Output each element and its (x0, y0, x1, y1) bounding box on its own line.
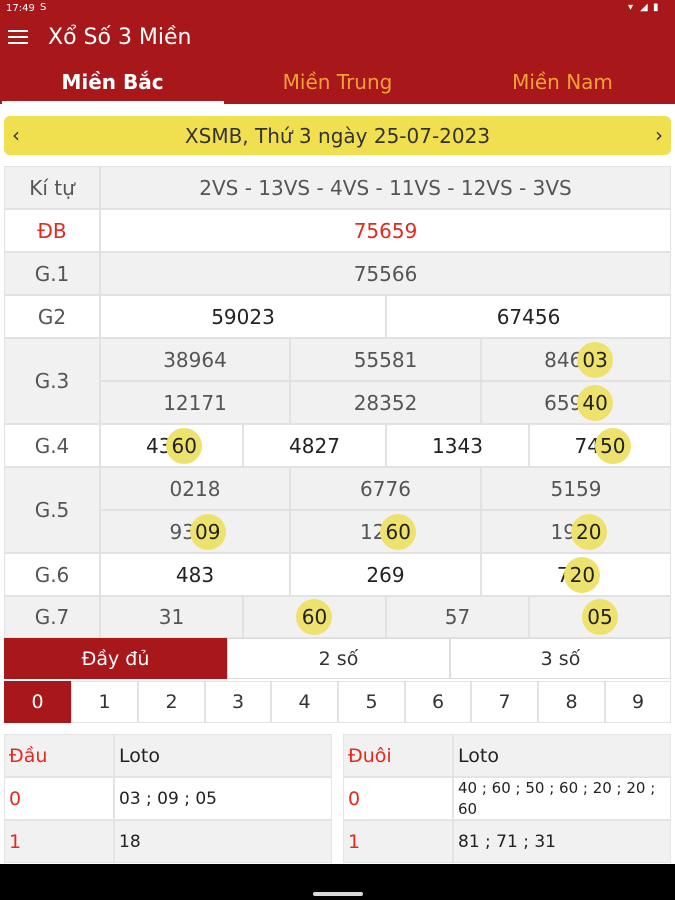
number-prefix: 28352 (353, 390, 418, 415)
digit-button-9[interactable]: 9 (605, 681, 671, 723)
loto-highlight: 09 (195, 519, 221, 544)
number-prefix: 0218 (169, 476, 221, 501)
g3-value (290, 381, 481, 424)
db-value: 75659 (100, 209, 671, 252)
number-prefix: 31 (158, 605, 185, 629)
loto-highlight: 60 (171, 433, 197, 458)
loto-highlight: 60 (385, 519, 411, 544)
number-prefix: 74 (574, 433, 600, 458)
row-label-g5: G.5 (4, 467, 100, 553)
number-prefix: 38964 (163, 347, 227, 372)
g5-value (100, 510, 290, 553)
tab-indicator (2, 101, 224, 105)
number-prefix: 7 (556, 562, 570, 587)
table-cell: 1 (4, 820, 114, 863)
number-prefix: 19 (550, 519, 576, 544)
g4-value (386, 424, 529, 467)
number-prefix: 12171 (163, 390, 227, 415)
g5-value (481, 467, 671, 510)
row-label-db: ĐB (4, 209, 100, 252)
status-time: 17:49 (6, 3, 35, 14)
g7-value (100, 596, 243, 638)
digit-button-1[interactable]: 1 (71, 681, 138, 723)
loto-highlight: 20 (569, 562, 596, 587)
app-header (0, 0, 675, 104)
mode-3-digits-button[interactable]: 3 số (450, 638, 671, 679)
loto-highlight: 50 (600, 433, 626, 458)
row-label-ki-tu: Kí tự (4, 166, 100, 209)
loto-highlight: 05 (587, 605, 613, 629)
signal-icon: ◢ (640, 2, 648, 13)
table-cell: 0 (343, 777, 453, 820)
row-label-g7: G.7 (4, 596, 100, 638)
row-label-g3: G.3 (4, 338, 100, 424)
g3-value (481, 338, 671, 381)
table-cell: 0 (4, 777, 114, 820)
g7-value (386, 596, 529, 638)
g2-value: 67456 (386, 295, 671, 338)
table-header: Đầu (4, 734, 114, 777)
number-prefix: 5159 (550, 476, 602, 501)
loto-highlight: 60 (301, 605, 328, 629)
g6-value (100, 553, 290, 596)
g5-value (481, 510, 671, 553)
g4-value (100, 424, 243, 467)
tab-mien-nam[interactable]: Miền Nam (512, 70, 613, 94)
g3-value (290, 338, 481, 381)
digit-button-5[interactable]: 5 (338, 681, 405, 723)
app-title: Xổ Số 3 Miền (48, 25, 192, 50)
digit-button-2[interactable]: 2 (138, 681, 205, 723)
loto-highlight: 20 (576, 519, 602, 544)
g7-value (529, 596, 671, 638)
ki-tu-value: 2VS - 13VS - 4VS - 11VS - 12VS - 3VS (100, 166, 671, 209)
table-header: Loto (114, 734, 332, 777)
table-header: Loto (453, 734, 671, 777)
date-navigator (4, 116, 671, 155)
table-cell: 40 ; 60 ; 50 ; 60 ; 20 ; 20 ; 60 (453, 777, 671, 820)
g6-value (481, 553, 671, 596)
digit-button-8[interactable]: 8 (538, 681, 605, 723)
table-cell: 1 (343, 820, 453, 863)
g7-value (243, 596, 386, 638)
tab-mien-trung[interactable]: Miền Trung (282, 70, 393, 94)
mode-2-digits-button[interactable]: 2 số (227, 638, 450, 679)
digit-button-6[interactable]: 6 (405, 681, 471, 723)
home-gesture-handle[interactable] (313, 892, 363, 896)
g4-value (243, 424, 386, 467)
digit-button-4[interactable]: 4 (271, 681, 338, 723)
g5-value (290, 467, 481, 510)
menu-icon[interactable] (8, 30, 30, 48)
notification-icon: S (40, 2, 47, 13)
status-bar (0, 0, 675, 18)
number-prefix: 43 (146, 433, 172, 458)
mode-full-button[interactable]: Đầy đủ (4, 638, 227, 679)
g3-value (100, 381, 290, 424)
g5-value (290, 510, 481, 553)
row-label-g6: G.6 (4, 553, 100, 596)
number-prefix: 57 (444, 605, 471, 629)
table-cell: 81 ; 71 ; 31 (453, 820, 671, 863)
number-prefix: 1343 (432, 433, 483, 458)
number-prefix: 483 (175, 562, 215, 587)
number-prefix: 55581 (353, 347, 418, 372)
number-prefix: 12 (360, 519, 386, 544)
g3-value (100, 338, 290, 381)
g5-value (100, 467, 290, 510)
battery-icon: ▮ (653, 2, 659, 13)
table-cell: 18 (114, 820, 332, 863)
number-prefix: 93 (169, 519, 195, 544)
number-prefix: 6776 (360, 476, 411, 501)
next-date-icon[interactable]: › (655, 123, 663, 147)
g6-value (290, 553, 481, 596)
prev-date-icon[interactable]: ‹ (12, 123, 20, 147)
wifi-icon: ▾ (628, 2, 634, 13)
digit-button-0[interactable]: 0 (4, 681, 71, 723)
row-label-g2: G2 (4, 295, 100, 338)
g3-value (481, 381, 671, 424)
region-tabs (0, 60, 675, 104)
g4-value (529, 424, 671, 467)
tab-mien-bac[interactable]: Miền Bắc (61, 70, 164, 94)
digit-button-7[interactable]: 7 (471, 681, 538, 723)
digit-button-3[interactable]: 3 (205, 681, 271, 723)
number-prefix: 4827 (289, 433, 340, 458)
table-cell: 03 ; 09 ; 05 (114, 777, 332, 820)
g2-value: 59023 (100, 295, 386, 338)
loto-highlight: 03 (582, 347, 608, 372)
date-title: XSMB, Thứ 3 ngày 25-07-2023 (184, 124, 491, 148)
row-label-g1: G.1 (4, 252, 100, 295)
g1-value: 75566 (100, 252, 671, 295)
number-prefix: 269 (366, 562, 405, 587)
loto-highlight: 40 (582, 390, 608, 415)
number-prefix: 846 (544, 347, 583, 372)
table-header: Đuôi (343, 734, 453, 777)
number-prefix: 659 (544, 390, 583, 415)
row-label-g4: G.4 (4, 424, 100, 467)
